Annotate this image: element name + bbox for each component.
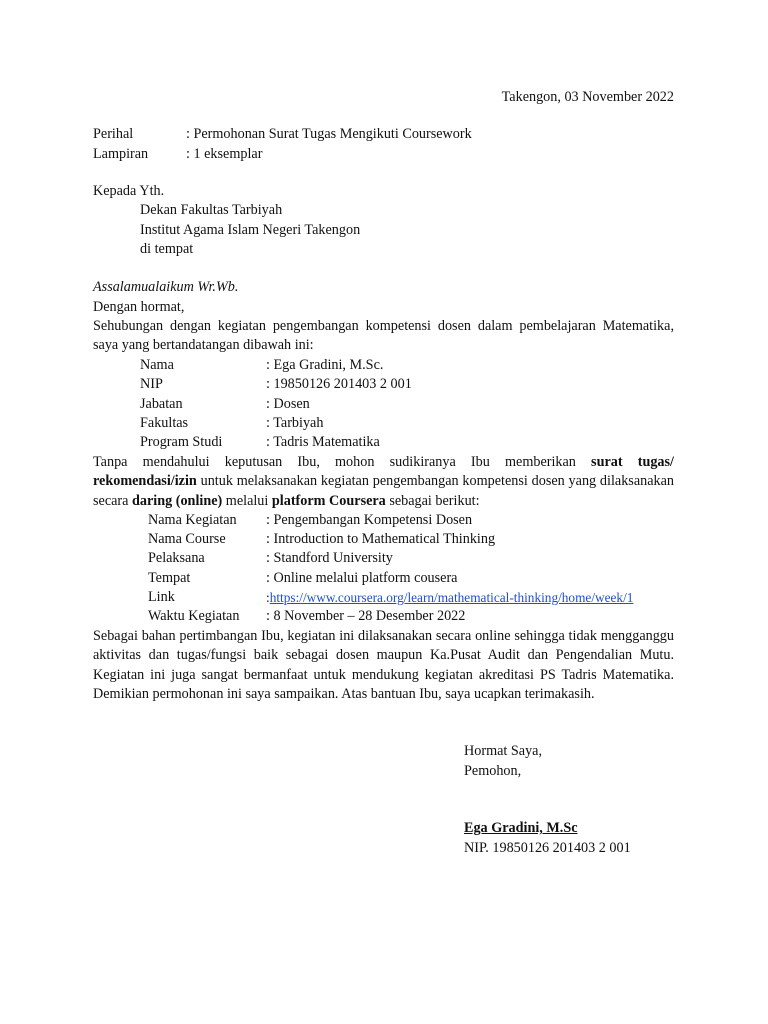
request-bold-platform: platform Coursera <box>271 492 386 509</box>
request-paragraph <box>93 453 674 511</box>
activity-value-pelaksana: : Standford University <box>266 550 393 566</box>
activity-label-nama-kegiatan: Nama Kegiatan <box>148 512 237 528</box>
perihal-label: Perihal <box>93 126 134 142</box>
identity-label-nama: Nama <box>140 357 174 373</box>
recipient-salutation: Kepada Yth. <box>93 183 165 199</box>
recipient-line-1: Dekan Fakultas Tarbiyah <box>140 202 283 218</box>
activity-label-nama-course: Nama Course <box>148 531 226 547</box>
link-label: Link <box>148 589 175 605</box>
identity-label-prodi: Program Studi <box>140 434 223 450</box>
identity-label-nip: NIP <box>140 376 163 392</box>
request-bold-surat-tugas: surat tugas/ rekomendasi/izin <box>93 454 674 490</box>
identity-value-nama: : Ega Gradini, M.Sc. <box>266 357 384 373</box>
signature-role: Pemohon, <box>464 763 522 779</box>
request-text-1: Tanpa mendahului keputusan Ibu, mohon sudikiranya Ibu memberikan <box>93 454 592 470</box>
lampiran-label: Lampiran <box>93 146 149 162</box>
request-text-3: melalui <box>222 492 272 509</box>
waktu-label: Waktu Kegiatan <box>148 608 240 624</box>
identity-label-fakultas: Fakultas <box>140 415 189 431</box>
request-text-4: sebagai berikut: <box>385 492 480 509</box>
link-row <box>266 588 633 607</box>
activity-label-pelaksana: Pelaksana <box>148 550 205 566</box>
waktu-value: : 8 November – 28 Desember 2022 <box>266 608 466 624</box>
signature-regards: Hormat Saya, <box>464 743 543 759</box>
intro-paragraph: Sehubungan dengan kegiatan pengembangan kompetensi dosen dalam pembelajaran Matematika, saya yang bertandatangan dibawah ini: <box>93 318 674 354</box>
signature-nip: NIP. 19850126 201403 2 001 <box>464 840 631 856</box>
link-colon: : <box>266 590 270 605</box>
identity-value-fakultas: : Tarbiyah <box>266 415 324 431</box>
recipient-line-2: Institut Agama Islam Negeri Takengon <box>140 222 361 238</box>
activity-label-tempat: Tempat <box>148 570 191 586</box>
request-text-2: untuk melaksanakan kegiatan pengembangan kompetensi dosen yang dilaksanakan secara <box>93 473 674 509</box>
perihal-value: : Permohonan Surat Tugas Mengikuti Coursework <box>186 126 472 142</box>
identity-value-nip: : 19850126 201403 2 001 <box>266 376 412 392</box>
recipient-line-3: di tempat <box>140 241 194 257</box>
closing-paragraph: Sebagai bahan pertimbangan Ibu, kegiatan ini dilaksanakan secara online sehingga tidak mengganggu aktivitas dan tugas/fungsi baik sebagai dosen maupun Ka.Pusat Audit dan Pengendalian Mutu. Kegiatan ini juga sangat bermanfaat untuk mendukung kegiatan akreditasi PS Tadris Matematika. Demikian permohonan ini saya sampaikan. Atas bantuan Ibu, saya ucapkan terimakasih. <box>93 628 674 702</box>
activity-value-nama-course: : Introduction to Mathematical Thinking <box>266 531 496 547</box>
identity-label-jabatan: Jabatan <box>140 396 183 412</box>
request-bold-daring: daring (online) <box>131 492 223 509</box>
activity-value-tempat: : Online melalui platform cousera <box>266 570 458 586</box>
place-date: Takengon, 03 November 2022 <box>501 89 674 105</box>
coursera-link[interactable]: https://www.coursera.org/learn/mathematical-thinking/home/week/1 <box>269 590 634 605</box>
lampiran-value: : 1 eksemplar <box>186 146 263 162</box>
opening: Dengan hormat, <box>93 299 185 315</box>
identity-value-prodi: : Tadris Matematika <box>266 434 380 450</box>
signature-name: Ega Gradini, M.Sc <box>464 820 578 836</box>
activity-value-nama-kegiatan: : Pengembangan Kompetensi Dosen <box>266 512 473 528</box>
identity-value-jabatan: : Dosen <box>266 396 310 412</box>
greeting: Assalamualaikum Wr.Wb. <box>93 279 239 295</box>
